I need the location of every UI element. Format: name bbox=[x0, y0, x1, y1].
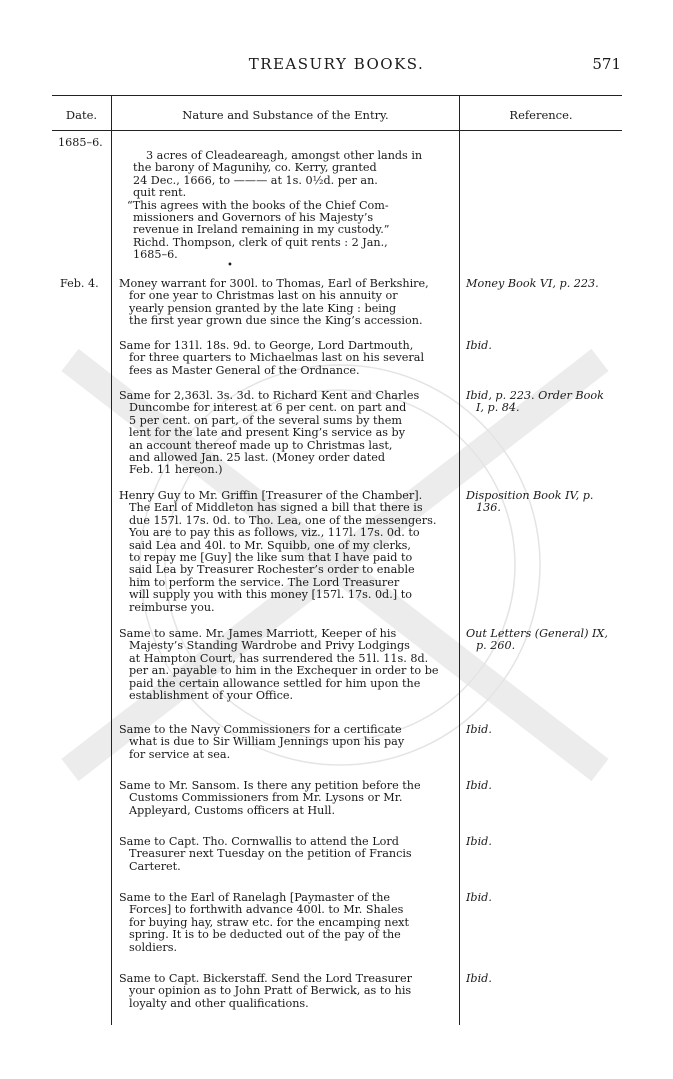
entry-reference bbox=[466, 490, 626, 515]
entry-line: due 157l. 17s. 0d. to Tho. Lea, one of the messengers. bbox=[129, 513, 437, 527]
entry-line: spring. It is to be deducted out of the pay of the bbox=[129, 928, 401, 942]
entry-line: said Lea and 40l. to Mr. Squibb, one of my clerks, bbox=[129, 538, 411, 552]
reference-line: Out Letters (General) IX, bbox=[466, 627, 608, 640]
entry-line: and allowed Jan. 25 last. (Money order dated bbox=[129, 451, 386, 465]
reference-line: Ibid. bbox=[466, 723, 492, 736]
entry-line: Same to same. Mr. James Marriott, Keeper of his bbox=[119, 627, 397, 640]
entry-reference bbox=[466, 724, 626, 736]
reference-line: Money Book VI, p. 223. bbox=[466, 277, 599, 290]
entry-line: will supply you with this money [157l. 17s. 0d.] to bbox=[129, 588, 412, 602]
entry-text bbox=[119, 490, 455, 614]
entry-line: “This agrees with the books of the Chief Com- bbox=[127, 198, 389, 212]
entry-line: Majesty’s Standing Wardrobe and Privy Lodgings bbox=[129, 639, 410, 653]
reference-line: Ibid. bbox=[466, 835, 492, 848]
reference-line: Ibid. bbox=[466, 891, 492, 904]
entry-reference bbox=[466, 278, 626, 290]
entry-text bbox=[119, 836, 455, 873]
entry-line: 3 acres of Cleadeareagh, amongst other lands in bbox=[146, 149, 423, 162]
entry-line: Duncombe for interest at 6 per cent. on part and bbox=[129, 401, 407, 415]
entry-text bbox=[119, 390, 455, 477]
entry-reference bbox=[466, 973, 626, 985]
entry-text bbox=[119, 892, 455, 954]
entry-date: 1685–6. bbox=[58, 136, 103, 149]
entry-line: per an. payable to him in the Exchequer in order to be bbox=[129, 664, 439, 678]
entry-line: the barony of Magunihy, co. Kerry, granted bbox=[133, 161, 377, 175]
page-number: 571 bbox=[592, 55, 621, 73]
entry-line: to repay me [Guy] the like sum that I have paid to bbox=[129, 551, 413, 565]
entry-line: 5 per cent. on part, of the several sums by them bbox=[129, 413, 402, 427]
entry-line: Carteret. bbox=[129, 859, 181, 873]
column-header-reference: Reference. bbox=[509, 108, 573, 122]
reference-line: Ibid. bbox=[466, 339, 492, 352]
entry-line: yearly pension granted by the late King : being bbox=[129, 301, 397, 315]
entry-line: paid the certain allowance settled for him upon the bbox=[129, 676, 421, 690]
entry-text bbox=[127, 149, 453, 262]
entry-text bbox=[119, 628, 455, 702]
entry-line: You are to pay this as follows, viz., 117l. 17s. 0d. to bbox=[129, 526, 420, 540]
entry-reference bbox=[466, 340, 626, 352]
entry-line: Customs Commissioners from Mr. Lysons or Mr. bbox=[129, 791, 403, 805]
entry-line: Forces] to forthwith advance 400l. to Mr. Shales bbox=[129, 903, 404, 917]
entry-reference bbox=[466, 628, 626, 653]
entry-line: loyalty and other qualifications. bbox=[129, 996, 309, 1010]
entry-date: Feb. 4. bbox=[60, 277, 99, 290]
entry-line: 1685–6. bbox=[133, 248, 178, 262]
entry-text bbox=[119, 278, 455, 328]
entry-line: Same to Capt. Tho. Cornwallis to attend the Lord bbox=[119, 835, 399, 848]
entry-line: quit rent. bbox=[133, 186, 187, 200]
entry-line: Same to Mr. Sansom. Is there any petition before the bbox=[119, 779, 421, 792]
entry-line: what is due to Sir William Jennings upon his pay bbox=[129, 735, 405, 749]
entry-reference bbox=[466, 780, 626, 792]
entry-line: an account thereof made up to Christmas last, bbox=[129, 438, 393, 452]
entry-line: soldiers. bbox=[129, 940, 178, 954]
entry-line: Same for 131l. 18s. 9d. to George, Lord Dartmouth, bbox=[119, 339, 414, 352]
entry-reference bbox=[466, 836, 626, 848]
entry-line: at Hampton Court, has surrendered the 51l. 11s. 8d. bbox=[129, 651, 429, 665]
entry-text bbox=[119, 973, 455, 1010]
entry-text bbox=[119, 340, 455, 377]
entry-line: said Lea by Treasurer Rochester’s order to enable bbox=[129, 563, 415, 577]
reference-line: Disposition Book IV, p. bbox=[466, 489, 594, 502]
header-bottom-rule bbox=[52, 130, 622, 131]
entry-line: Treasurer next Tuesday on the petition of Francis bbox=[129, 847, 412, 861]
entry-line: revenue in Ireland remaining in my custody.” bbox=[133, 223, 390, 237]
header-top-rule bbox=[52, 95, 622, 96]
entry-line: for three quarters to Michaelmas last on his several bbox=[129, 351, 425, 365]
reference-line: Ibid, p. 223. Order Book bbox=[466, 389, 604, 402]
column-divider-left bbox=[111, 95, 112, 1025]
entry-line: 24 Dec., 1666, to ——— at 1s. 0½d. per an. bbox=[133, 173, 378, 187]
entry-line: lent for the late and present King’s service as by bbox=[129, 426, 406, 440]
entry-line: Henry Guy to Mr. Griffin [Treasurer of the Chamber]. bbox=[119, 489, 423, 502]
reference-line: I, p. 84. bbox=[476, 401, 520, 415]
entry-line: Same to Capt. Bickerstaff. Send the Lord Treasurer bbox=[119, 972, 412, 985]
entry-line: establishment of your Office. bbox=[129, 689, 294, 703]
column-header-date: Date. bbox=[65, 108, 98, 122]
entry-line: missioners and Governors of his Majesty’s bbox=[133, 211, 374, 225]
entry-line: Money warrant for 300l. to Thomas, Earl of Berkshire, bbox=[119, 277, 429, 290]
entry-line: Same to the Navy Commissioners for a certificate bbox=[119, 723, 402, 736]
entry-line: Appleyard, Customs officers at Hull. bbox=[129, 803, 336, 817]
entry-line: for one year to Christmas last on his annuity or bbox=[129, 289, 398, 303]
reference-line: Ibid. bbox=[466, 779, 492, 792]
entry-reference bbox=[466, 892, 626, 904]
running-title: TREASURY BOOKS. bbox=[248, 55, 425, 73]
entry-line: your opinion as to John Pratt of Berwick, as to his bbox=[129, 984, 412, 998]
column-divider-right bbox=[459, 95, 460, 1025]
bullet-mark: • bbox=[227, 260, 233, 271]
reference-line: p. 260. bbox=[476, 639, 516, 653]
entry-line: The Earl of Middleton has signed a bill that there is bbox=[129, 501, 423, 515]
entry-line: him to perform the service. The Lord Treasurer bbox=[129, 575, 400, 589]
entry-line: for service at sea. bbox=[129, 747, 231, 761]
column-header-nature: Nature and Substance of the Entry. bbox=[182, 108, 389, 122]
entry-text bbox=[119, 780, 455, 817]
entry-line: for buying hay, straw etc. for the encamping next bbox=[129, 915, 409, 929]
entry-line: Richd. Thompson, clerk of quit rents : 2 Jan., bbox=[133, 235, 388, 249]
entry-line: the first year grown due since the King’s accession. bbox=[129, 314, 423, 328]
entry-line: fees as Master General of the Ordnance. bbox=[129, 363, 360, 377]
entry-line: reimburse you. bbox=[129, 600, 215, 614]
reference-line: 136. bbox=[476, 501, 501, 515]
entry-text bbox=[119, 724, 455, 761]
reference-line: Ibid. bbox=[466, 972, 492, 985]
entry-line: Feb. 11 hereon.) bbox=[129, 463, 223, 477]
entry-reference bbox=[466, 390, 626, 415]
entry-line: Same for 2,363l. 3s. 3d. to Richard Kent and Charles bbox=[119, 389, 420, 402]
entry-line: Same to the Earl of Ranelagh [Paymaster of the bbox=[119, 891, 391, 904]
